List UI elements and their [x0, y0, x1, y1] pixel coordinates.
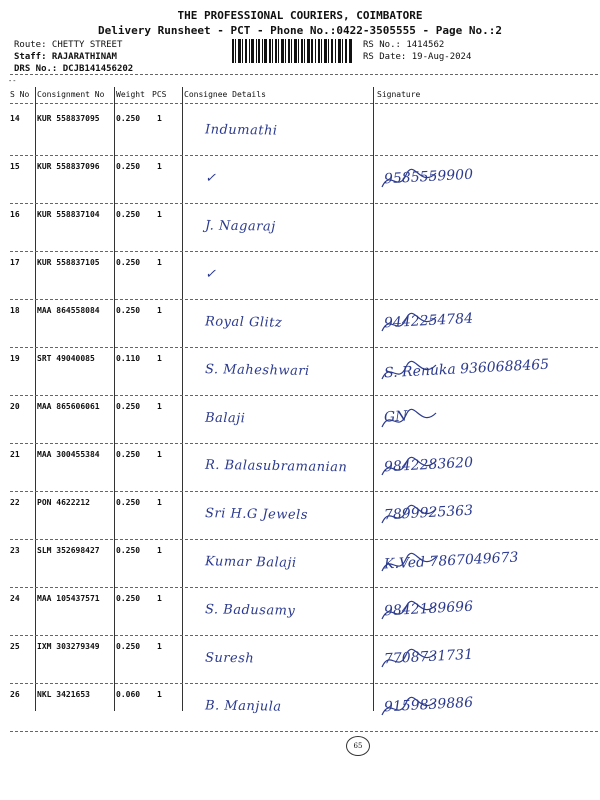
- weight-cell: 0.250: [116, 306, 141, 315]
- column-header-pcs: PCS: [152, 90, 167, 99]
- table-row: [0, 159, 600, 207]
- consignment-cell: KUR 558837095: [37, 114, 100, 123]
- signature-scribble: [380, 645, 440, 675]
- column-header-details: Consignee Details: [184, 90, 266, 99]
- weight-cell: 0.250: [116, 642, 141, 651]
- table-row: [0, 111, 600, 159]
- sno-cell: 23: [10, 546, 20, 555]
- dash-marks: --: [8, 77, 17, 85]
- pcs-cell: 1: [157, 450, 162, 459]
- weight-cell: 0.250: [116, 258, 141, 267]
- sno-cell: 26: [10, 690, 20, 699]
- consignee-handwriting: S. Badusamy: [204, 602, 296, 619]
- signature-scribble: [380, 357, 440, 387]
- consignee-handwriting: Indumathi: [204, 122, 278, 139]
- signature-scribble: [380, 693, 440, 723]
- signature-scribble: [380, 453, 440, 483]
- row-divider: [10, 587, 598, 588]
- sno-cell: 24: [10, 594, 20, 603]
- rs-number: RS No.: 1414562: [363, 40, 445, 50]
- signature-scribble: [380, 549, 440, 579]
- weight-cell: 0.250: [116, 498, 141, 507]
- row-divider: [10, 203, 598, 204]
- pcs-cell: 1: [157, 642, 162, 651]
- weight-cell: 0.250: [116, 402, 141, 411]
- table-row: [0, 399, 600, 447]
- weight-cell: 0.250: [116, 162, 141, 171]
- consignment-cell: MAA 300455384: [37, 450, 100, 459]
- column-header-weight: Weight: [116, 90, 145, 99]
- consignee-handwriting: Balaji: [204, 410, 246, 427]
- sno-cell: 19: [10, 354, 20, 363]
- table-row: [0, 207, 600, 255]
- sno-cell: 15: [10, 162, 20, 171]
- consignee-handwriting: Kumar Balaji: [204, 554, 297, 571]
- page-stamp: 65: [346, 736, 370, 756]
- signature-scribble: [380, 309, 440, 339]
- signature-handwriting: 9442254784: [383, 310, 474, 332]
- signature-scribble: [380, 261, 440, 291]
- signature-handwriting: 7899925363: [383, 502, 474, 524]
- pcs-cell: 1: [157, 546, 162, 555]
- consignee-handwriting: J. Nagaraj: [204, 218, 276, 235]
- signature-handwriting: 9585559900: [383, 166, 474, 188]
- consignee-handwriting: S. Maheshwari: [204, 362, 310, 379]
- sno-cell: 16: [10, 210, 20, 219]
- barcode-image: [232, 39, 352, 63]
- table-row: [0, 255, 600, 303]
- signature-scribble: [380, 405, 440, 435]
- pcs-cell: 1: [157, 210, 162, 219]
- consignee-handwriting: ✓: [204, 170, 217, 187]
- sno-cell: 20: [10, 402, 20, 411]
- row-divider: [10, 731, 598, 732]
- signature-handwriting: 9842189696: [383, 598, 474, 620]
- company-name: THE PROFESSIONAL COURIERS, COIMBATORE: [177, 9, 423, 22]
- pcs-cell: 1: [157, 594, 162, 603]
- table-row: [0, 351, 600, 399]
- row-divider: [10, 155, 598, 156]
- pcs-cell: 1: [157, 258, 162, 267]
- signature-scribble: [380, 117, 440, 147]
- sno-cell: 22: [10, 498, 20, 507]
- column-header-consignment: Consignment No: [37, 90, 105, 99]
- sno-cell: 14: [10, 114, 20, 123]
- signature-scribble: [380, 165, 440, 195]
- signature-handwriting: S. Renuka 9360688465: [383, 356, 550, 382]
- rs-date: RS Date: 19-Aug-2024: [363, 52, 472, 62]
- consignment-cell: IXM 303279349: [37, 642, 100, 651]
- signature-scribble: [380, 213, 440, 243]
- signature-scribble: [380, 501, 440, 531]
- row-divider: [10, 683, 598, 684]
- pcs-cell: 1: [157, 354, 162, 363]
- header-divider-bottom: [10, 103, 598, 104]
- consignment-cell: NKL 3421653: [37, 690, 90, 699]
- row-divider: [10, 491, 598, 492]
- signature-handwriting: 7708731731: [383, 646, 474, 668]
- weight-cell: 0.250: [116, 210, 141, 219]
- pcs-cell: 1: [157, 306, 162, 315]
- consignee-handwriting: Royal Glitz: [204, 314, 283, 331]
- row-divider: [10, 443, 598, 444]
- signature-scribble: [380, 597, 440, 627]
- table-row: [0, 447, 600, 495]
- drs-label: DRS No.: DCJB141456202: [14, 64, 134, 74]
- weight-cell: 0.250: [116, 594, 141, 603]
- pcs-cell: 1: [157, 114, 162, 123]
- signature-handwriting: 9159839886: [383, 694, 474, 716]
- consignment-cell: MAA 105437571: [37, 594, 100, 603]
- row-divider: [10, 635, 598, 636]
- staff-label: Staff: RAJARATHINAM: [14, 52, 117, 62]
- row-divider: [10, 347, 598, 348]
- table-row: [0, 687, 600, 735]
- consignment-cell: MAA 865606061: [37, 402, 100, 411]
- consignee-handwriting: Suresh: [204, 650, 255, 667]
- consignee-handwriting: ✓: [204, 266, 217, 283]
- consignment-cell: SLM 352698427: [37, 546, 100, 555]
- runsheet-subtitle: Delivery Runsheet - PCT - Phone No.:0422-3505555 - Page No.:2: [98, 24, 502, 37]
- signature-handwriting: GN: [383, 408, 408, 426]
- signature-handwriting: 9842283620: [383, 454, 474, 476]
- sno-cell: 21: [10, 450, 20, 459]
- weight-cell: 0.110: [116, 354, 141, 363]
- sno-cell: 18: [10, 306, 20, 315]
- consignment-cell: MAA 864558084: [37, 306, 100, 315]
- consignee-handwriting: Sri H.G Jewels: [204, 506, 309, 523]
- pcs-cell: 1: [157, 690, 162, 699]
- header-divider-top: [10, 74, 598, 75]
- row-divider: [10, 251, 598, 252]
- table-row: [0, 591, 600, 639]
- consignee-handwriting: B. Manjula: [204, 698, 282, 715]
- consignment-cell: KUR 558837105: [37, 258, 100, 267]
- row-divider: [10, 395, 598, 396]
- column-header-sno: S No: [10, 90, 30, 99]
- consignment-cell: KUR 558837096: [37, 162, 100, 171]
- consignment-cell: PON 4622212: [37, 498, 90, 507]
- weight-cell: 0.250: [116, 114, 141, 123]
- row-divider: [10, 539, 598, 540]
- pcs-cell: 1: [157, 402, 162, 411]
- weight-cell: 0.060: [116, 690, 141, 699]
- table-row: [0, 495, 600, 543]
- column-header-signature: Signature: [377, 90, 421, 99]
- consignee-handwriting: R. Balasubramanian: [204, 457, 348, 476]
- route-label: Route: CHETTY STREET: [14, 40, 123, 50]
- sno-cell: 17: [10, 258, 20, 267]
- table-row: [0, 639, 600, 687]
- row-divider: [10, 299, 598, 300]
- signature-handwriting: K.Ved 7867049673: [383, 549, 519, 573]
- sno-cell: 25: [10, 642, 20, 651]
- consignment-cell: KUR 558837104: [37, 210, 100, 219]
- weight-cell: 0.250: [116, 546, 141, 555]
- pcs-cell: 1: [157, 498, 162, 507]
- table-row: [0, 303, 600, 351]
- weight-cell: 0.250: [116, 450, 141, 459]
- table-row: [0, 543, 600, 591]
- consignment-cell: SRT 49040085: [37, 354, 95, 363]
- pcs-cell: 1: [157, 162, 162, 171]
